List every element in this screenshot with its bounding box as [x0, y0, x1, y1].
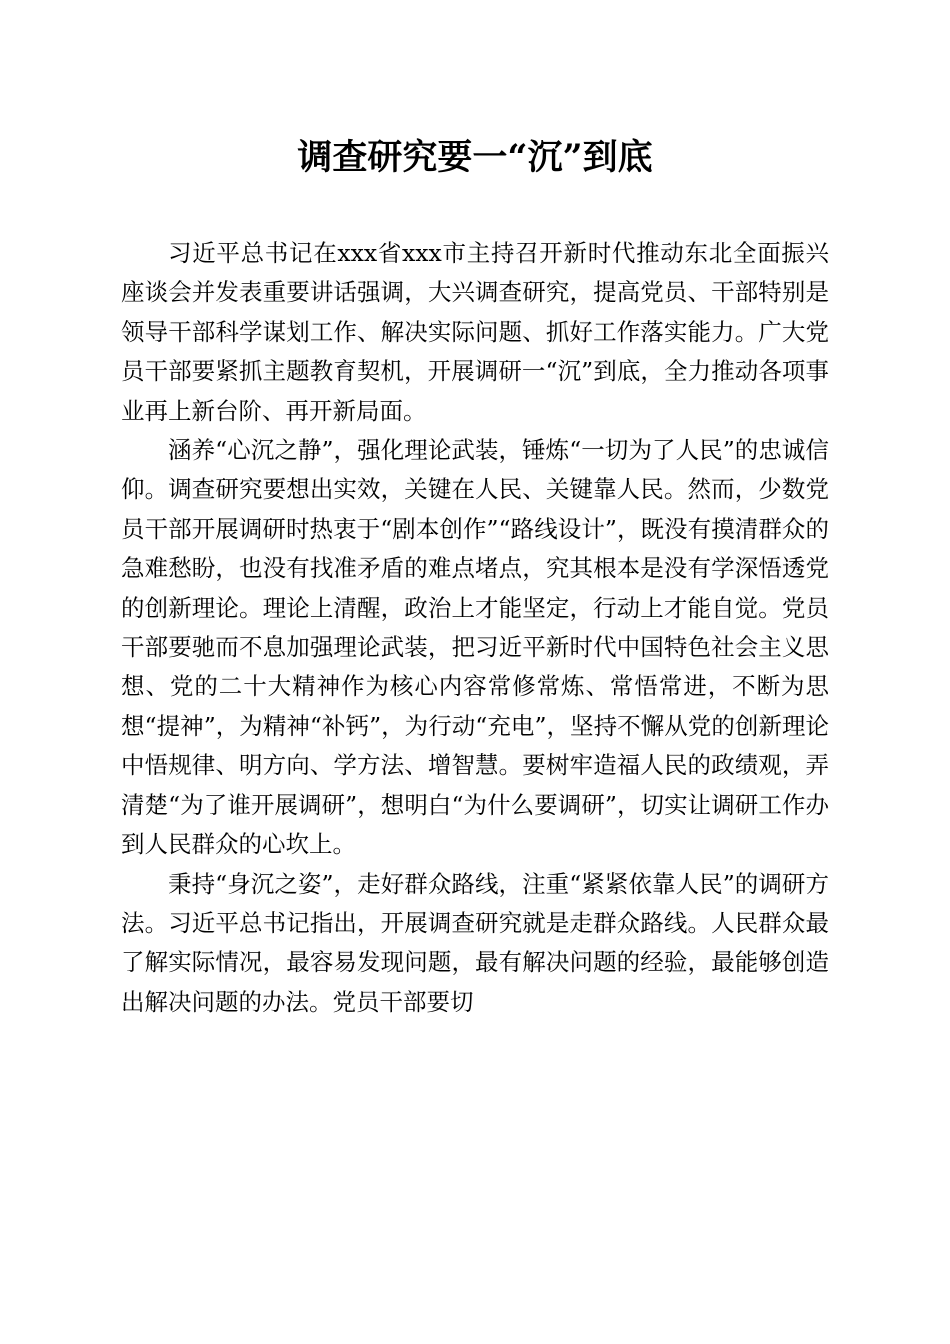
document-body — [121, 234, 829, 1022]
paragraph-3: 秉持“身沉之姿”，走好群众路线，注重“紧紧依靠人民”的调研方法。习近平总书记指出，开展调查研究就是走群众路线。人民群众最了解实际情况，最容易发现问题，最有解决问题的经验，最能够创造出解决问题的办法。党员干部要切 — [121, 869, 829, 1016]
paragraph-1: 习近平总书记在xxx省xxx市主持召开新时代推动东北全面振兴座谈会并发表重要讲话强调，大兴调查研究，提高党员、干部特别是领导干部科学谋划工作、解决实际问题、抓好工作落实能力。广大党员干部要紧抓主题教育契机，开展调研一“沉”到底，全力推动各项事业再上新台阶、再开新局面。 — [121, 239, 829, 425]
document-title: 调查研究要一“沉”到底 — [297, 137, 653, 178]
paragraph-2: 涵养“心沉之静”，强化理论武装，锤炼“一切为了人民”的忠诚信仰。调查研究要想出实效，关键在人民、关键靠人民。然而，少数党员干部开展调研时热衷于“剧本创作”“路线设计”，既没有摸清群众的急难愁盼，也没有找准矛盾的难点堵点，究其根本是没有学深悟透党的创新理论。理论上清醒，政治上才能坚定，行动上才能自觉。党员干部要驰而不息加强理论武装，把习近平新时代中国特色社会主义思想、党的二十大精神作为核心内容常修常炼、常悟常进，不断为思想“提神”，为精神“补钙”，为行动“充电”，坚持不懈从党的创新理论中悟规律、明方向、学方法、增智慧。要树牢造福人民的政绩观，弄清楚“为了谁开展调研”，想明白“为什么要调研”，切实让调研工作办到人民群众的心坎上。 — [121, 436, 829, 859]
